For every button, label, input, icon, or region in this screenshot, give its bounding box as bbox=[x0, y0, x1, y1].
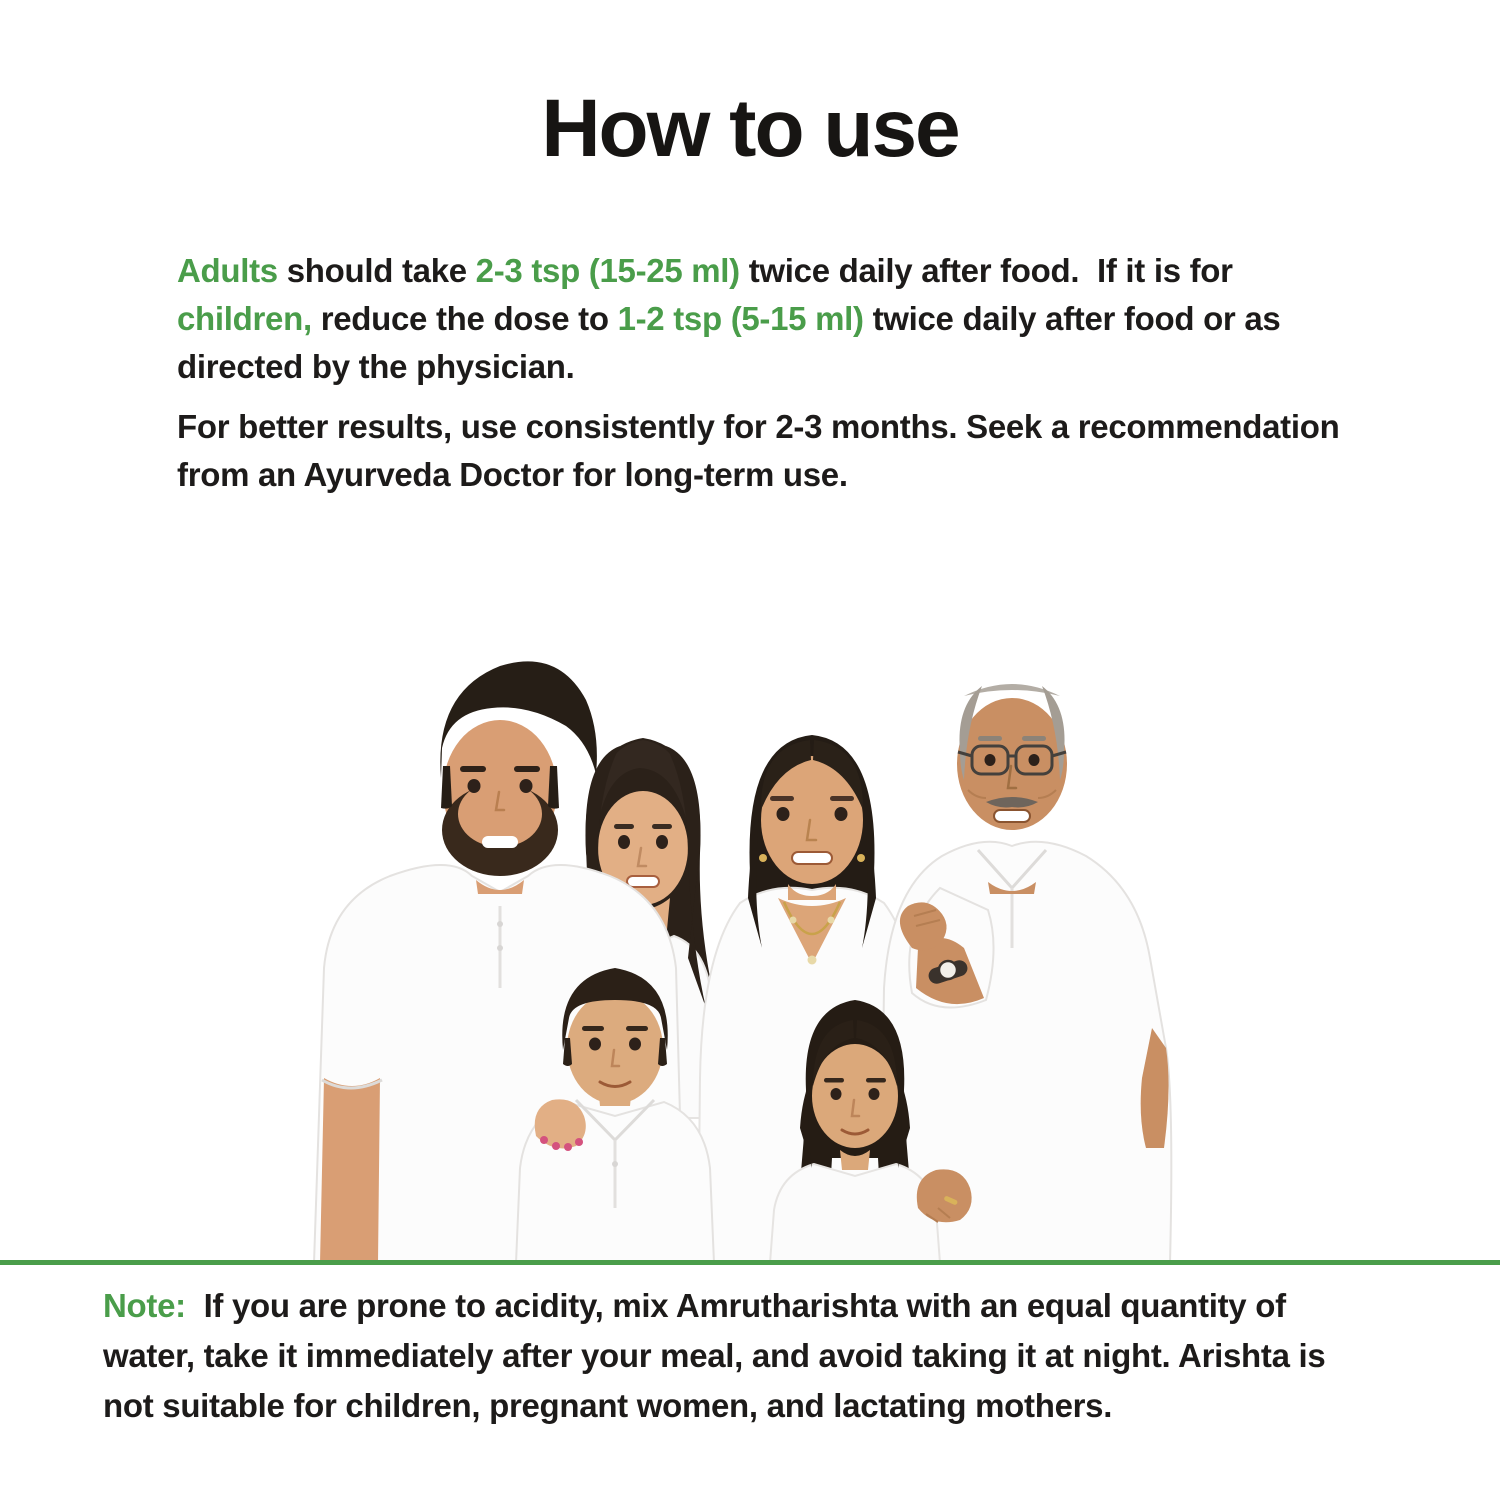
highlighted-text: 1-2 tsp (5-15 ml) bbox=[617, 300, 864, 337]
body-text: If you are prone to acidity, mix Amrutharishta with an equal quantity of bbox=[185, 1287, 1286, 1324]
text-line bbox=[177, 295, 1437, 343]
highlighted-text: 2-3 tsp (15-25 ml) bbox=[475, 252, 740, 289]
body-text: from an Ayurveda Doctor for long-term use. bbox=[177, 456, 848, 493]
body-text: reduce the dose to bbox=[311, 300, 618, 337]
body-text: twice daily after food. If it is for bbox=[739, 252, 1233, 289]
note-paragraph bbox=[103, 1281, 1433, 1431]
dosage-paragraph bbox=[177, 247, 1437, 391]
page-title: How to use bbox=[541, 83, 959, 174]
text-line bbox=[177, 403, 1437, 451]
text-line bbox=[103, 1381, 1433, 1431]
highlighted-text: children, bbox=[177, 300, 312, 337]
highlighted-text: Adults bbox=[177, 252, 278, 289]
grandfather-hand-ring bbox=[917, 1169, 972, 1222]
text-line bbox=[103, 1331, 1433, 1381]
family-photo-illustration bbox=[300, 648, 1210, 1261]
highlighted-text: Note: bbox=[103, 1287, 186, 1324]
body-text: twice daily after food or as bbox=[863, 300, 1281, 337]
grandfather-arm-watch bbox=[900, 888, 994, 1008]
green-divider-line bbox=[0, 1260, 1500, 1265]
text-line bbox=[177, 247, 1437, 295]
body-text: not suitable for children, pregnant women, and lactating mothers. bbox=[103, 1387, 1113, 1424]
body-text: For better results, use consistently for 2-3 months. Seek a recommendation bbox=[177, 408, 1340, 445]
body-text: should take bbox=[277, 252, 476, 289]
text-line bbox=[177, 343, 1437, 391]
family-photo bbox=[300, 648, 1210, 1261]
woman-hand-pink-nails bbox=[535, 1099, 586, 1151]
body-text: directed by the physician. bbox=[177, 348, 575, 385]
text-line bbox=[103, 1281, 1433, 1331]
results-paragraph bbox=[177, 403, 1437, 499]
body-text: water, take it immediately after your meal, and avoid taking it at night. Arishta is bbox=[103, 1337, 1326, 1374]
text-line bbox=[177, 451, 1437, 499]
